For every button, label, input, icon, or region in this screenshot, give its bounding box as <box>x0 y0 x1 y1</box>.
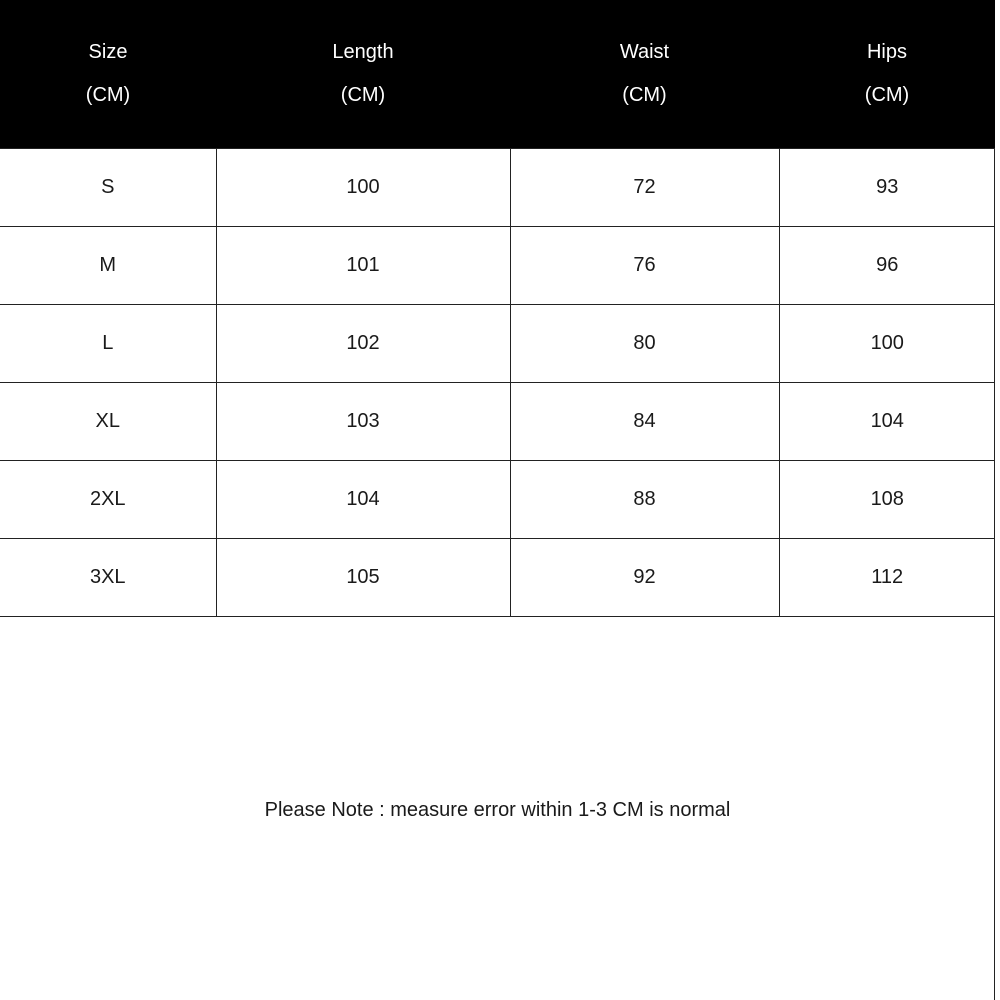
size-cell: 2XL <box>0 460 216 538</box>
table-row <box>0 304 995 382</box>
header-unit: (CM) <box>340 83 386 106</box>
length-cell: 101 <box>216 226 510 304</box>
header-cell-waist <box>510 0 779 148</box>
header-name: Length <box>332 40 394 63</box>
hips-cell: 108 <box>779 460 995 538</box>
header-cell-size <box>0 0 216 148</box>
waist-cell: 80 <box>510 304 779 382</box>
waist-cell: 76 <box>510 226 779 304</box>
table-row <box>0 460 995 538</box>
table-row <box>0 226 995 304</box>
header-unit: (CM) <box>622 83 667 106</box>
size-cell: L <box>0 304 216 382</box>
size-cell: 3XL <box>0 538 216 616</box>
waist-cell: 72 <box>510 148 779 226</box>
header-unit: (CM) <box>85 83 131 106</box>
table-row <box>0 382 995 460</box>
hips-cell: 93 <box>779 148 995 226</box>
waist-cell: 88 <box>510 460 779 538</box>
header-name: Hips <box>866 40 907 63</box>
length-cell: 100 <box>216 148 510 226</box>
measurement-note: Please Note : measure error within 1-3 CM is normal <box>264 799 731 821</box>
header-name: Waist <box>619 40 670 63</box>
header-cell-hips <box>779 0 995 148</box>
hips-cell: 96 <box>779 226 995 304</box>
table-row <box>0 148 995 226</box>
header-name: Size <box>88 40 128 63</box>
length-cell: 102 <box>216 304 510 382</box>
table-row <box>0 538 995 616</box>
size-cell: M <box>0 226 216 304</box>
length-cell: 104 <box>216 460 510 538</box>
header-row <box>0 0 995 148</box>
hips-cell: 112 <box>779 538 995 616</box>
hips-cell: 104 <box>779 382 995 460</box>
hips-cell: 100 <box>779 304 995 382</box>
header-cell-length <box>216 0 510 148</box>
waist-cell: 84 <box>510 382 779 460</box>
length-cell: 103 <box>216 382 510 460</box>
length-cell: 105 <box>216 538 510 616</box>
size-cell: XL <box>0 382 216 460</box>
size-cell: S <box>0 148 216 226</box>
waist-cell: 92 <box>510 538 779 616</box>
header-unit: (CM) <box>864 83 910 106</box>
